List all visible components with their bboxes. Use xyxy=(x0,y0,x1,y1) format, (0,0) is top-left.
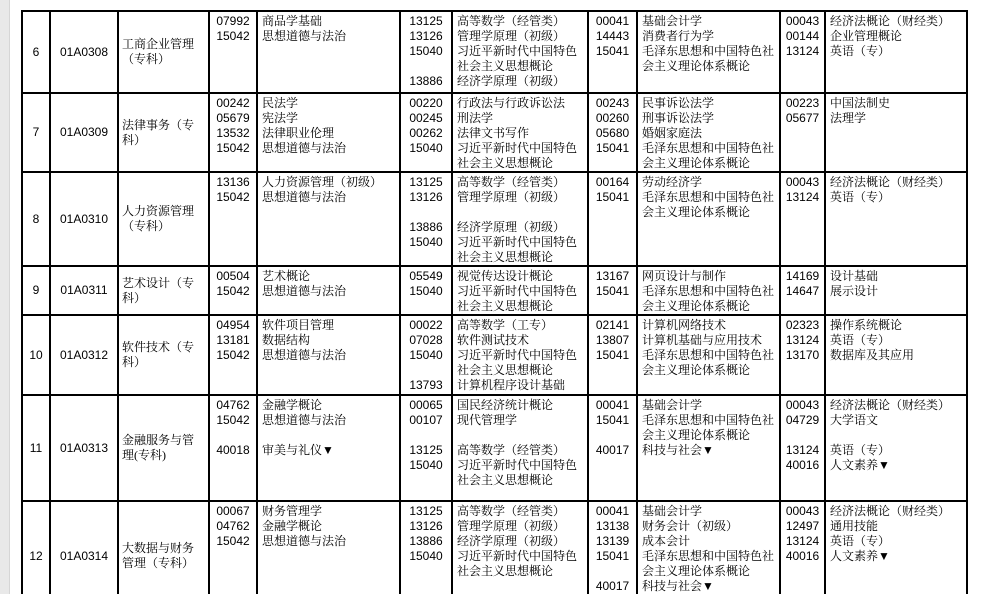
course-name: 展示设计 xyxy=(830,284,879,298)
row-number: 11 xyxy=(22,395,50,501)
course-code: 05549 xyxy=(409,269,443,283)
course-name-column xyxy=(257,11,400,93)
course-code: 40017 xyxy=(595,579,630,593)
course-code: 15042 xyxy=(216,284,250,298)
course-name-column xyxy=(825,172,967,266)
course-name: 企业管理概论 xyxy=(830,29,903,43)
course-name: 经济学原理（初级） xyxy=(457,220,566,234)
course-gap xyxy=(453,205,587,220)
course-name: 婚姻家庭法 xyxy=(642,126,703,140)
course-code-column xyxy=(209,315,257,395)
course-code-column xyxy=(400,501,452,594)
course-name-column xyxy=(825,501,967,594)
course-name: 习近平新时代中国特色社会主义思想概论 xyxy=(457,44,578,73)
course-name: 计算机程序设计基础 xyxy=(457,378,566,392)
course-code: 00043 xyxy=(785,14,820,28)
course-code-column xyxy=(588,266,637,315)
major-row xyxy=(22,11,967,93)
course-code: 00041 xyxy=(595,14,630,28)
course-code: 13886 xyxy=(409,220,443,234)
course-name: 操作系统概论 xyxy=(830,318,903,332)
course-name: 思想道德与法治 xyxy=(262,348,347,362)
course-code: 13124 xyxy=(785,534,820,548)
course-code: 15041 xyxy=(595,284,630,298)
course-code-column xyxy=(209,501,257,594)
course-name: 行政法与行政诉讼法 xyxy=(457,96,566,110)
page-left-edge-strip xyxy=(0,0,10,594)
course-code-column xyxy=(209,93,257,172)
course-code-column xyxy=(588,11,637,93)
course-name: 人文素养▼ xyxy=(830,458,890,472)
row-number: 7 xyxy=(22,93,50,172)
course-code: 13793 xyxy=(409,378,443,392)
major-row xyxy=(22,93,967,172)
course-code: 15041 xyxy=(595,141,630,155)
course-code: 07992 xyxy=(216,14,250,28)
course-code: 13886 xyxy=(409,74,443,88)
course-code: 05677 xyxy=(785,111,820,125)
course-code: 00504 xyxy=(216,269,250,283)
course-name: 高等数学（工专） xyxy=(457,318,554,332)
course-name: 毛泽东思想和中国特色社会主义理论体系概论 xyxy=(642,190,775,219)
course-code: 13886 xyxy=(409,534,443,548)
course-name: 艺术概论 xyxy=(262,269,311,283)
major-name: 工商企业管理（专科） xyxy=(118,11,209,93)
course-code-column xyxy=(400,266,452,315)
course-name-column xyxy=(637,93,780,172)
course-code: 15040 xyxy=(409,549,443,563)
course-name: 经济法概论（财经类） xyxy=(830,14,951,28)
course-name: 基础会计学 xyxy=(642,398,703,412)
course-code: 15040 xyxy=(409,348,443,362)
major-code: 01A0308 xyxy=(50,11,118,93)
course-name-column xyxy=(452,315,588,395)
major-name: 金融服务与管理(专科) xyxy=(118,395,209,501)
course-name: 软件测试技术 xyxy=(457,333,530,347)
course-code-column xyxy=(780,266,825,315)
course-code-column xyxy=(209,395,257,501)
course-code: 13125 xyxy=(409,175,443,189)
course-name: 刑法学 xyxy=(457,111,494,125)
course-code: 04954 xyxy=(216,318,250,332)
course-code: 07028 xyxy=(409,333,443,347)
course-code: 13126 xyxy=(409,519,443,533)
course-gap xyxy=(210,428,256,443)
course-name-column xyxy=(825,11,967,93)
course-name: 英语（专） xyxy=(830,333,891,347)
course-name: 人力资源管理（初级） xyxy=(262,175,383,189)
course-code-column xyxy=(209,266,257,315)
course-code: 00245 xyxy=(409,111,443,125)
course-code-column xyxy=(588,501,637,594)
course-name: 现代管理学 xyxy=(457,413,518,427)
course-name: 网页设计与制作 xyxy=(642,269,727,283)
course-name-column xyxy=(452,501,588,594)
course-name-column xyxy=(637,315,780,395)
course-name: 经济学原理（初级） xyxy=(457,534,566,548)
course-name-column xyxy=(257,395,400,501)
course-name: 思想道德与法治 xyxy=(262,141,347,155)
course-code: 15042 xyxy=(216,141,250,155)
course-code: 02323 xyxy=(785,318,820,332)
course-name: 数据结构 xyxy=(262,333,311,347)
course-name-column xyxy=(452,172,588,266)
course-code: 13532 xyxy=(216,126,250,140)
course-name: 消费者行为学 xyxy=(642,29,715,43)
course-code: 15041 xyxy=(595,44,630,58)
course-name-column xyxy=(452,93,588,172)
major-code: 01A0312 xyxy=(50,315,118,395)
major-row xyxy=(22,172,967,266)
course-code: 04729 xyxy=(785,413,820,427)
course-name-column xyxy=(452,395,588,501)
course-code: 00043 xyxy=(785,175,820,189)
course-name-column xyxy=(637,11,780,93)
course-code: 14169 xyxy=(785,269,820,283)
course-name: 毛泽东思想和中国特色社会主义理论体系概论 xyxy=(642,141,775,170)
course-code: 13125 xyxy=(409,14,443,28)
course-name: 宪法学 xyxy=(262,111,299,125)
course-name-column xyxy=(825,395,967,501)
major-code: 01A0313 xyxy=(50,395,118,501)
course-code: 13124 xyxy=(785,44,820,58)
course-code: 40017 xyxy=(595,443,630,457)
course-code: 15041 xyxy=(595,348,630,362)
course-code: 00262 xyxy=(409,126,443,140)
course-name-column xyxy=(257,93,400,172)
course-name-column xyxy=(825,93,967,172)
course-code: 15042 xyxy=(216,29,250,43)
course-name: 习近平新时代中国特色社会主义思想概论 xyxy=(457,141,578,170)
course-name: 思想道德与法治 xyxy=(262,284,347,298)
course-code: 00223 xyxy=(785,96,820,110)
course-name-column xyxy=(452,11,588,93)
course-code: 15041 xyxy=(595,549,630,563)
course-code: 00065 xyxy=(409,398,443,412)
course-name: 财务管理学 xyxy=(262,504,323,518)
course-name: 审美与礼仪▼ xyxy=(262,443,334,457)
course-code-column xyxy=(780,93,825,172)
course-code: 40016 xyxy=(785,549,820,563)
course-name-column xyxy=(257,315,400,395)
course-code: 04762 xyxy=(216,519,250,533)
course-name: 财务会计（初级） xyxy=(642,519,739,533)
major-row xyxy=(22,501,967,594)
course-gap xyxy=(781,428,824,443)
course-code-column xyxy=(588,395,637,501)
course-name-column xyxy=(637,395,780,501)
course-code-column xyxy=(588,172,637,266)
course-code: 13125 xyxy=(409,443,443,457)
course-name-column xyxy=(257,172,400,266)
course-code-column xyxy=(400,93,452,172)
course-name-column xyxy=(452,266,588,315)
course-name: 软件项目管理 xyxy=(262,318,335,332)
course-code: 02141 xyxy=(595,318,630,332)
course-name: 习近平新时代中国特色社会主义思想概论 xyxy=(457,549,578,578)
course-name: 习近平新时代中国特色社会主义思想概论 xyxy=(457,284,578,313)
course-code: 14647 xyxy=(785,284,820,298)
course-code: 12497 xyxy=(785,519,820,533)
course-code: 15042 xyxy=(216,348,250,362)
course-name: 科技与社会▼ xyxy=(642,579,714,593)
course-name: 刑事诉讼法学 xyxy=(642,111,715,125)
course-name: 金融学概论 xyxy=(262,398,323,412)
course-name: 成本会计 xyxy=(642,534,691,548)
course-name: 金融学概论 xyxy=(262,519,323,533)
course-code: 00220 xyxy=(409,96,443,110)
course-name: 高等数学（经管类） xyxy=(457,175,566,189)
course-code-column xyxy=(400,315,452,395)
course-code: 13138 xyxy=(595,519,630,533)
course-name: 思想道德与法治 xyxy=(262,190,347,204)
course-code: 13124 xyxy=(785,190,820,204)
course-gap xyxy=(401,205,451,220)
course-code: 13139 xyxy=(595,534,630,548)
course-name: 计算机网络技术 xyxy=(642,318,727,332)
course-code: 00022 xyxy=(409,318,443,332)
course-name: 英语（专） xyxy=(830,443,891,457)
course-code-column xyxy=(400,172,452,266)
course-name: 习近平新时代中国特色社会主义思想概论 xyxy=(457,458,578,487)
course-code: 15042 xyxy=(216,413,250,427)
course-name: 高等数学（经管类） xyxy=(457,14,566,28)
course-name: 经济法概论（财经类） xyxy=(830,398,951,412)
course-code: 13136 xyxy=(216,175,250,189)
course-code: 15040 xyxy=(409,235,443,249)
course-name-column xyxy=(637,501,780,594)
course-code-column xyxy=(780,395,825,501)
course-code-column xyxy=(400,395,452,501)
course-code: 13124 xyxy=(785,333,820,347)
course-name: 管理学原理（初级） xyxy=(457,29,566,43)
course-name: 人文素养▼ xyxy=(830,549,890,563)
course-name: 高等数学（经管类） xyxy=(457,443,566,457)
course-name: 经济法概论（财经类） xyxy=(830,504,951,518)
course-code: 00260 xyxy=(595,111,630,125)
major-row xyxy=(22,266,967,315)
course-name-column xyxy=(637,172,780,266)
major-name: 人力资源管理（专科） xyxy=(118,172,209,266)
course-name: 商品学基础 xyxy=(262,14,323,28)
course-code: 00043 xyxy=(785,504,820,518)
course-code-column xyxy=(780,501,825,594)
course-code: 00164 xyxy=(595,175,630,189)
course-code: 15041 xyxy=(595,413,630,427)
row-number: 9 xyxy=(22,266,50,315)
exam-table-body xyxy=(22,11,967,594)
course-name: 毛泽东思想和中国特色社会主义理论体系概论 xyxy=(642,413,775,442)
course-code: 15042 xyxy=(216,534,250,548)
course-name: 毛泽东思想和中国特色社会主义理论体系概论 xyxy=(642,348,775,377)
major-name: 艺术设计（专科） xyxy=(118,266,209,315)
course-code: 13124 xyxy=(785,443,820,457)
course-name: 大学语文 xyxy=(830,413,879,427)
course-name: 民法学 xyxy=(262,96,299,110)
course-code: 15042 xyxy=(216,190,250,204)
course-code: 00144 xyxy=(785,29,820,43)
course-name: 国民经济统计概论 xyxy=(457,398,554,412)
course-code: 40018 xyxy=(216,443,250,457)
course-code: 13126 xyxy=(409,29,443,43)
course-code: 00243 xyxy=(595,96,630,110)
course-code: 13807 xyxy=(595,333,630,347)
course-name: 基础会计学 xyxy=(642,504,703,518)
course-name: 习近平新时代中国特色社会主义思想概论 xyxy=(457,235,578,264)
course-name: 思想道德与法治 xyxy=(262,29,347,43)
course-name: 视觉传达设计概论 xyxy=(457,269,554,283)
course-code: 13126 xyxy=(409,190,443,204)
course-name: 管理学原理（初级） xyxy=(457,519,566,533)
course-code: 00043 xyxy=(785,398,820,412)
course-code-column xyxy=(588,315,637,395)
course-code: 15040 xyxy=(409,141,443,155)
row-number: 8 xyxy=(22,172,50,266)
course-name: 英语（专） xyxy=(830,44,891,58)
major-name: 软件技术（专科） xyxy=(118,315,209,395)
course-name: 通用技能 xyxy=(830,519,879,533)
row-number: 12 xyxy=(22,501,50,594)
course-name: 数据库及其应用 xyxy=(830,348,915,362)
course-code: 13167 xyxy=(595,269,630,283)
course-gap xyxy=(401,428,451,443)
course-name: 基础会计学 xyxy=(642,14,703,28)
major-row xyxy=(22,315,967,395)
major-name: 法律事务（专科） xyxy=(118,93,209,172)
course-name-column xyxy=(257,266,400,315)
course-name: 英语（专） xyxy=(830,190,891,204)
course-name: 民事诉讼法学 xyxy=(642,96,715,110)
course-code: 05680 xyxy=(595,126,630,140)
course-code: 05679 xyxy=(216,111,250,125)
course-name: 法律职业伦理 xyxy=(262,126,335,140)
course-code: 13170 xyxy=(785,348,820,362)
major-row xyxy=(22,395,967,501)
course-name: 中国法制史 xyxy=(830,96,891,110)
course-name: 英语（专） xyxy=(830,534,891,548)
course-code: 15041 xyxy=(595,190,630,204)
major-name: 大数据与财务管理（专科） xyxy=(118,501,209,594)
course-code-column xyxy=(780,172,825,266)
course-code: 00041 xyxy=(595,398,630,412)
course-name: 管理学原理（初级） xyxy=(457,190,566,204)
course-name: 经济法概论（财经类） xyxy=(830,175,951,189)
major-code: 01A0314 xyxy=(50,501,118,594)
course-code: 15040 xyxy=(409,284,443,298)
course-code-column xyxy=(780,11,825,93)
course-code: 13181 xyxy=(216,333,250,347)
course-name: 思想道德与法治 xyxy=(262,413,347,427)
course-gap xyxy=(453,428,587,443)
row-number: 6 xyxy=(22,11,50,93)
course-code: 00041 xyxy=(595,504,630,518)
course-code: 15040 xyxy=(409,458,443,472)
course-name: 科技与社会▼ xyxy=(642,443,714,457)
row-number: 10 xyxy=(22,315,50,395)
course-name-column xyxy=(637,266,780,315)
course-code: 15040 xyxy=(409,44,443,58)
course-name: 思想道德与法治 xyxy=(262,534,347,548)
course-name: 劳动经济学 xyxy=(642,175,703,189)
course-name: 高等数学（经管类） xyxy=(457,504,566,518)
major-code: 01A0309 xyxy=(50,93,118,172)
course-name: 毛泽东思想和中国特色社会主义理论体系概论 xyxy=(642,44,775,73)
course-name: 法律文书写作 xyxy=(457,126,530,140)
course-gap xyxy=(258,428,399,443)
course-code: 00242 xyxy=(216,96,250,110)
course-name: 计算机基础与应用技术 xyxy=(642,333,763,347)
course-code: 00107 xyxy=(409,413,443,427)
course-name: 法理学 xyxy=(830,111,867,125)
course-name: 毛泽东思想和中国特色社会主义理论体系概论 xyxy=(642,549,775,578)
course-code-column xyxy=(780,315,825,395)
course-code: 04762 xyxy=(216,398,250,412)
course-gap xyxy=(826,428,966,443)
course-name-column xyxy=(257,501,400,594)
course-name: 设计基础 xyxy=(830,269,879,283)
course-code-column xyxy=(588,93,637,172)
exam-schedule-table xyxy=(21,10,968,594)
course-name-column xyxy=(825,315,967,395)
course-name: 习近平新时代中国特色社会主义思想概论 xyxy=(457,348,578,377)
course-code: 00067 xyxy=(216,504,250,518)
major-code: 01A0311 xyxy=(50,266,118,315)
course-code-column xyxy=(209,11,257,93)
course-code-column xyxy=(209,172,257,266)
major-code: 01A0310 xyxy=(50,172,118,266)
course-name: 毛泽东思想和中国特色社会主义理论体系概论 xyxy=(642,284,775,313)
course-name-column xyxy=(825,266,967,315)
course-code: 40016 xyxy=(785,458,820,472)
course-name: 经济学原理（初级） xyxy=(457,74,566,88)
course-code-column xyxy=(400,11,452,93)
course-code: 14443 xyxy=(595,29,630,43)
course-code: 13125 xyxy=(409,504,443,518)
